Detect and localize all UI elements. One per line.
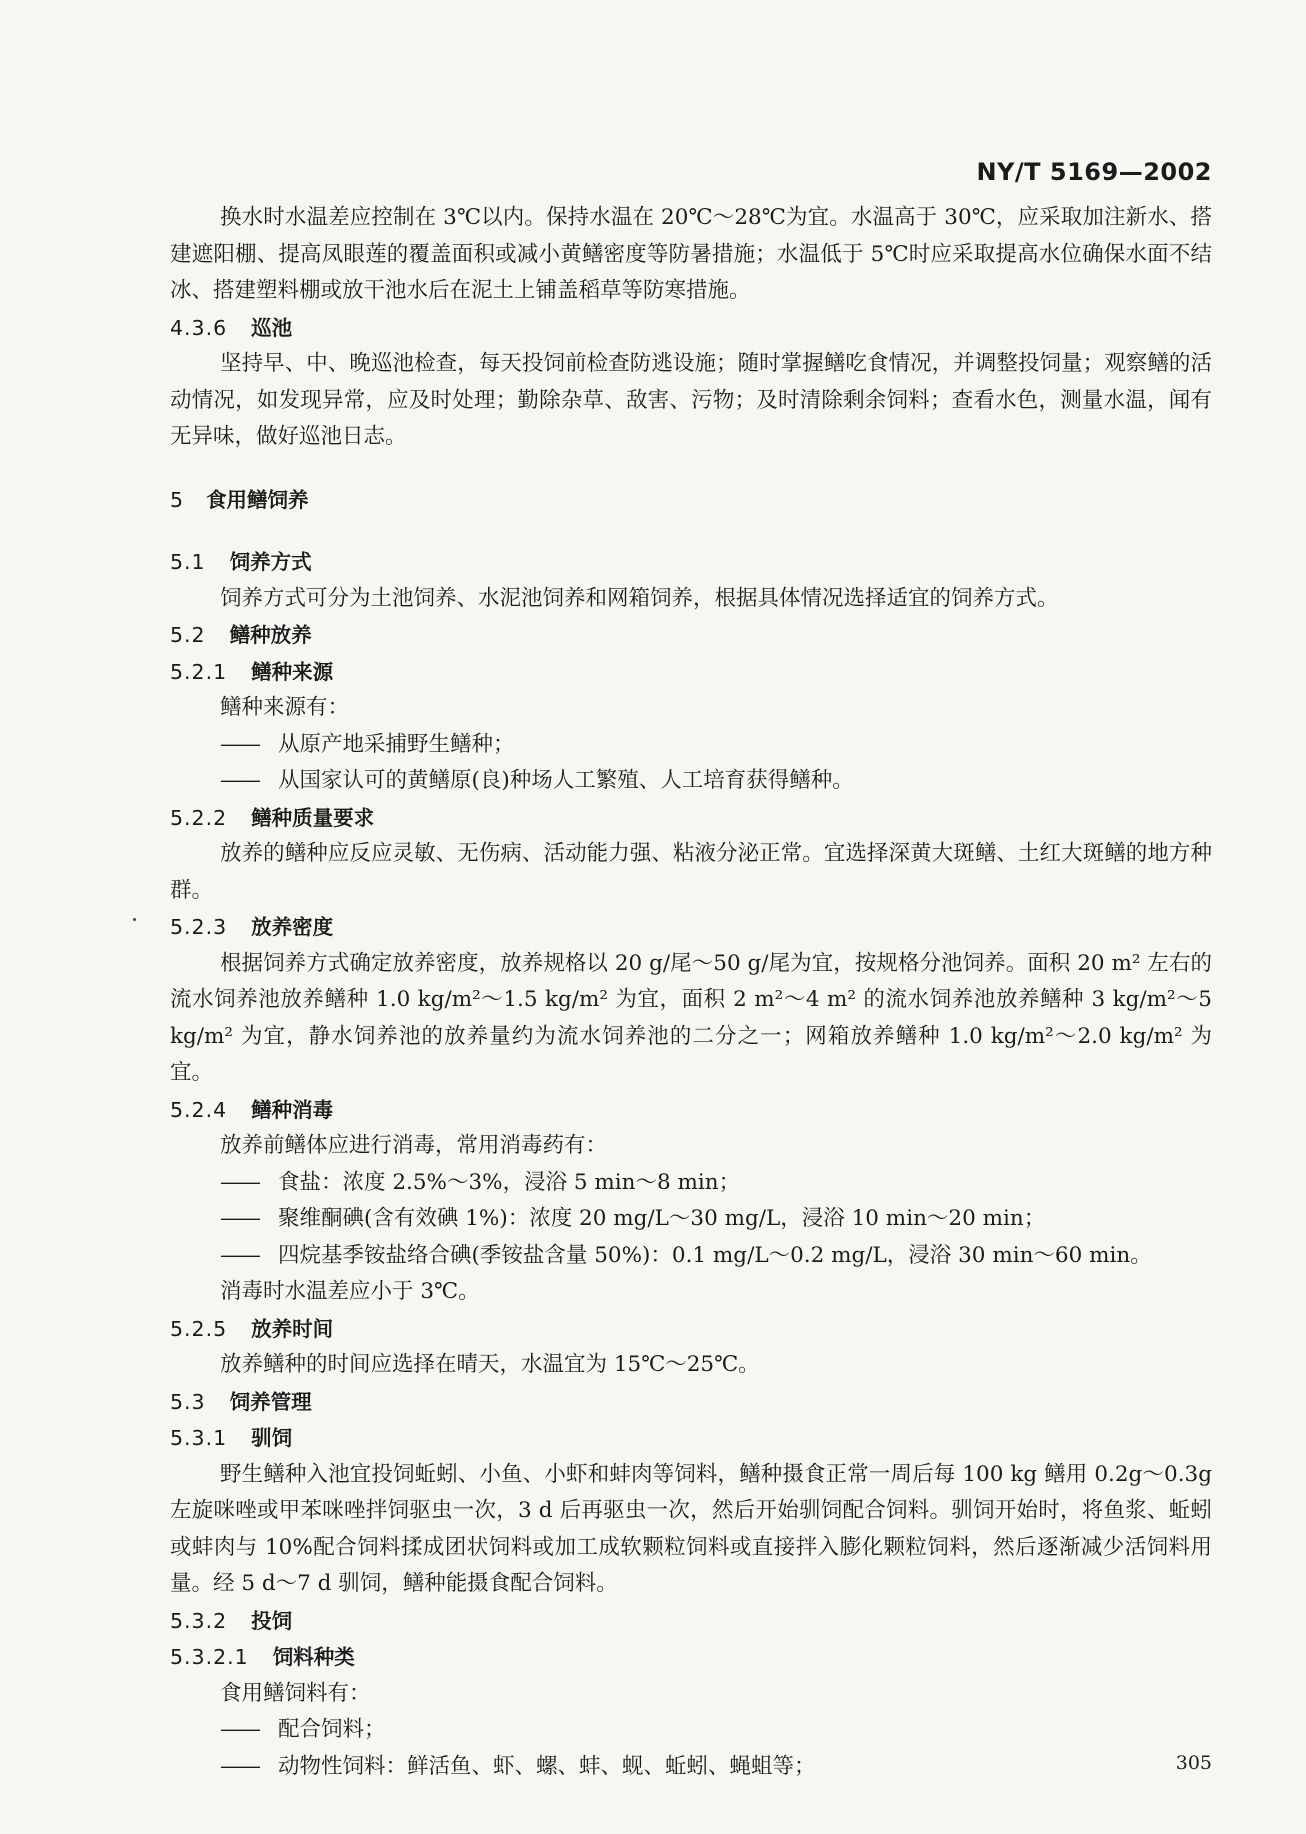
section-heading (170, 1311, 1212, 1348)
section-title: 放养时间 (251, 1316, 334, 1341)
section-title: 饲养方式 (229, 550, 312, 574)
section-heading (170, 1384, 1212, 1421)
page-number: 305 (1175, 1752, 1212, 1774)
section-title: 鳝种放养 (229, 623, 312, 647)
list-item-text: 动物性饲料：鲜活鱼、虾、螺、蚌、蚬、蚯蚓、蝇蛆等； (278, 1753, 816, 1779)
paragraph: 换水时水温差应控制在 3℃以内。保持水温在 20℃～28℃为宜。水温高于 30℃，应采取加注新水、搭建遮阳棚、提高凤眼莲的覆盖面积或减小黄鳝密度等防暑措施；水温低于 5℃时应采取提高水位确保水面不结冰、搭建塑料棚或放干池水后在泥土上铺盖稻草等防寒措施。 (170, 205, 1212, 303)
list-item-text: 从国家认可的黄鳝原(良)种场人工繁殖、人工培育获得鳝种。 (278, 768, 854, 793)
section-number: 5.2 (170, 623, 206, 647)
section-title: 饲养管理 (229, 1389, 312, 1414)
paragraph: 坚持早、中、晚巡池检查，每天投饲前检查防逃设施；随时掌握鳝吃食情况，并调整投饲量；观察鳝的活动情况，如发现异常，应及时处理；勤除杂草、敌害、污物；及时清除剩余饲料；查看水色，测量水温，闻有无异味，做好巡池日志。 (170, 351, 1212, 449)
document-body (170, 200, 1212, 1785)
section-title: 食用鳝饲养 (206, 487, 309, 512)
section-number: 5.2.2 (170, 805, 228, 830)
paragraph: 饲养方式可分为土池饲养、水泥池饲养和网箱饲养，根据具体情况选择适宜的饲养方式。 (220, 585, 1059, 611)
standard-code: NY/T 5169—2002 (976, 158, 1212, 186)
section-heading (170, 1420, 1212, 1457)
section-title: 鳝种来源 (251, 659, 334, 684)
section-heading (170, 654, 1212, 691)
section-number: 5.2.3 (170, 915, 228, 939)
list-dash: —— (220, 1753, 259, 1779)
list-item (170, 763, 1212, 800)
list-dash: —— (220, 768, 259, 793)
list-item (170, 1712, 1212, 1749)
section-heading (170, 800, 1212, 837)
paragraph: 野生鳝种入池宜投饲蚯蚓、小鱼、小虾和蚌肉等饲料，鳝种摄食正常一周后每 100 kg 鳝用 0.2g～0.3g左旋咪唑或甲苯咪唑拌饲驱虫一次，3 d 后再驱虫一次，然后开始驯饲配合饲料。驯饲开始时，将鱼浆、蚯蚓或蚌肉与 10%配合饲料揉成团状饲料或加工成软颗粒饲料或直接拌入膨化颗粒饲料，然后逐渐减少活饲料用量。经 5 d～7 d 驯饲，鳝种能摄食配合饲料。 (170, 1461, 1212, 1596)
section-heading (170, 1603, 1212, 1640)
section-title: 鳝种质量要求 (251, 805, 375, 830)
paragraph: 放养鳝种的时间应选择在晴天，水温宜为 15℃～25℃。 (220, 1352, 760, 1377)
list-item (170, 727, 1212, 764)
list-item-text: 聚维酮碘(含有效碘 1%)：浓度 20 mg/L～30 mg/L，浸浴 10 min～20 min； (278, 1206, 1046, 1231)
section-number: 5.1 (170, 550, 206, 574)
section-number: 5.2.4 (170, 1097, 228, 1122)
section-number: 5.3.1 (170, 1426, 228, 1450)
section-title: 放养密度 (251, 915, 334, 939)
section-number: 5.3 (170, 1389, 206, 1414)
section-number: 5 (170, 487, 185, 512)
paragraph: 放养前鳝体应进行消毒，常用消毒药有： (220, 1133, 608, 1158)
list-item-text: 配合饲料； (278, 1717, 386, 1742)
list-item-text: 食盐：浓度 2.5%～3%，浸浴 5 min～8 min； (278, 1169, 741, 1195)
section-heading (170, 310, 1212, 347)
section-number: 4.3.6 (170, 315, 228, 340)
list-dash: —— (220, 1717, 259, 1742)
section-heading (170, 909, 1212, 946)
section-number: 5.2.5 (170, 1316, 228, 1341)
list-dash: —— (220, 1242, 259, 1268)
list-item (170, 1238, 1212, 1275)
paragraph: 食用鳝饲料有： (220, 1680, 371, 1706)
section-heading (170, 544, 1212, 581)
list-item (170, 1201, 1212, 1238)
list-item-text: 四烷基季铵盐络合碘(季铵盐含量 50%)：0.1 mg/L～0.2 mg/L，浸浴 30 min～60 min。 (278, 1242, 1152, 1268)
list-dash: —— (220, 731, 259, 757)
paragraph: 根据饲养方式确定放养密度，放养规格以 20 g/尾～50 g/尾为宜，按规格分池饲养。面积 20 m² 左右的流水饲养池放养鳝种 1.0 kg/m²～1.5 kg/m² 为宜，面积 2 m²～4 m² 的流水饲养池放养鳝种 3 kg/m²～5 kg/m² 为宜，静水饲养池的放养量约为流水饲养池的二分之一；网箱放养鳝种 1.0 kg/m²～2.0 kg/m² 为宜。 (170, 950, 1212, 1085)
paragraph: 消毒时水温差应小于 3℃。 (220, 1279, 480, 1304)
section-title: 投饲 (251, 1608, 293, 1633)
paragraph: 鳝种来源有： (220, 695, 350, 720)
section-title: 驯饲 (251, 1426, 293, 1450)
section-number: 5.2.1 (170, 659, 228, 684)
section-title: 鳝种消毒 (251, 1097, 334, 1122)
section-title: 巡池 (251, 315, 293, 340)
list-item (170, 1165, 1212, 1202)
list-item (170, 1749, 1212, 1786)
list-dash: —— (220, 1206, 259, 1231)
section-number: 5.3.2.1 (170, 1645, 249, 1669)
section-heading (170, 1639, 1212, 1676)
list-item-text: 从原产地采捕野生鳝种； (278, 731, 515, 757)
section-heading (170, 1092, 1212, 1129)
list-dash: —— (220, 1169, 259, 1195)
paragraph: 放养的鳝种应反应灵敏、无伤病、活动能力强、粘液分泌正常。宜选择深黄大斑鳝、土红大斑鳝的地方种群。 (170, 841, 1212, 903)
scan-speck (133, 918, 136, 921)
section-number: 5.3.2 (170, 1608, 228, 1633)
chapter-heading (170, 482, 1212, 519)
section-title: 饲料种类 (272, 1645, 355, 1669)
section-heading (170, 617, 1212, 654)
